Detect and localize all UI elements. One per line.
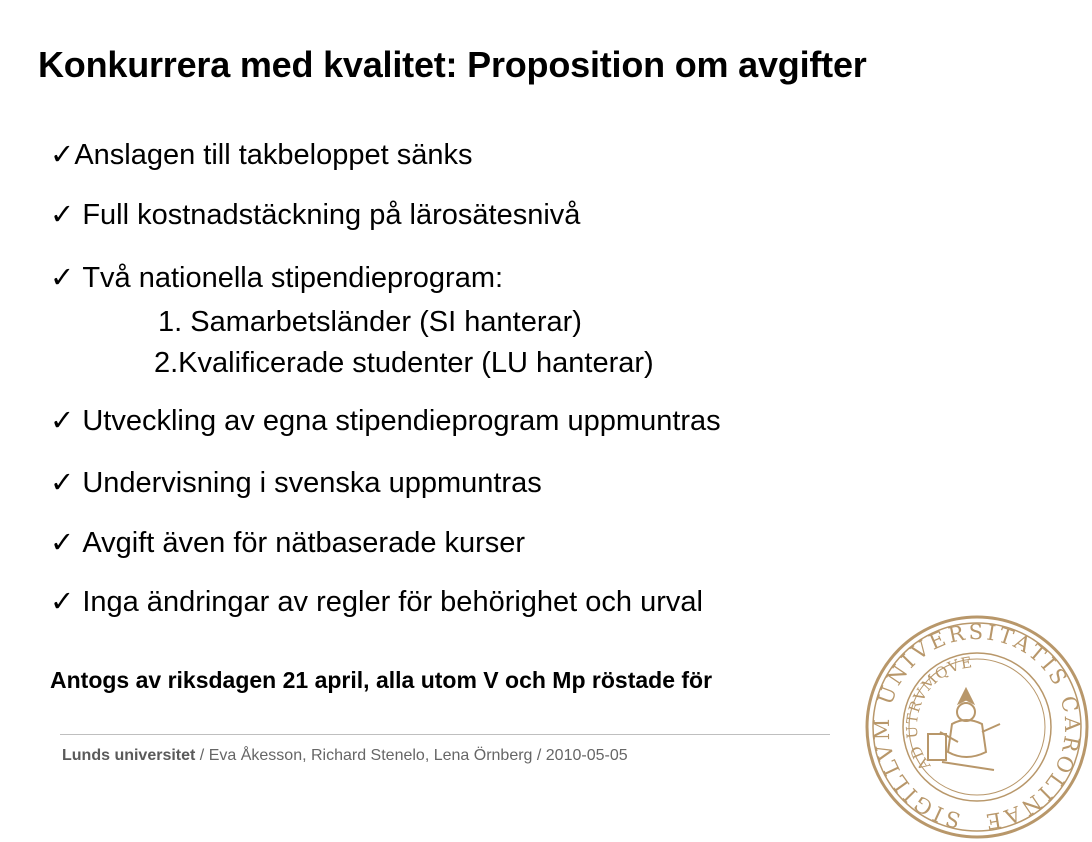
bullet-item <box>50 198 580 233</box>
bullet-item <box>50 261 503 296</box>
bullet-item <box>50 404 721 439</box>
bullet-text: Full kostnadstäckning på lärosätesnivå <box>82 199 581 231</box>
bullet-text: Avgift även för nätbaserade kurser <box>82 527 526 559</box>
sub-list-item: 2.Kvalificerade studenter (LU hanterar) <box>154 347 654 379</box>
checkmark-icon: ✓ <box>50 527 75 559</box>
bullet-text: Undervisning i svenska uppmuntras <box>82 467 542 499</box>
checkmark-icon: ✓ <box>50 467 75 499</box>
checkmark-icon: ✓ <box>50 139 75 171</box>
checkmark-icon: ✓ <box>50 405 75 437</box>
checkmark-icon: ✓ <box>50 199 75 231</box>
bullet-item <box>50 585 703 620</box>
bullet-item <box>50 466 542 501</box>
checkmark-icon: ✓ <box>50 262 75 294</box>
footer-separator: / <box>195 747 209 764</box>
slide-title: Konkurrera med kvalitet: Proposition om avgifter <box>38 44 867 85</box>
svg-text:SIGILLVM UNIVERSITATIS CAROLIN <box>862 612 1092 842</box>
seal-inner-text: AD UTRVMQVE <box>902 652 975 774</box>
university-seal-icon <box>862 612 1092 842</box>
bullet-text: Anslagen till takbeloppet sänks <box>74 139 473 171</box>
footer-organization: Lunds universitet <box>62 747 196 764</box>
bullet-text: Inga ändringar av regler för behörighet och urval <box>82 586 703 618</box>
sub-list-item: 1. Samarbetsländer (SI hanterar) <box>158 306 582 338</box>
checkmark-icon: ✓ <box>50 586 75 618</box>
adoption-note: Antogs av riksdagen 21 april, alla utom V och Mp röstade för <box>50 667 713 693</box>
footer-divider <box>60 734 830 735</box>
seal-text: SIGILLVM UNIVERSITATIS CAROLINAE <box>869 619 1085 835</box>
bullet-item <box>50 138 473 173</box>
bullet-item <box>50 526 525 561</box>
bullet-text: Två nationella stipendieprogram: <box>82 262 504 294</box>
footer-details: Eva Åkesson, Richard Stenelo, Lena Örnberg / 2010-05-05 <box>208 747 628 764</box>
footer <box>62 747 628 765</box>
bullet-text: Utveckling av egna stipendieprogram uppmuntras <box>82 405 721 437</box>
